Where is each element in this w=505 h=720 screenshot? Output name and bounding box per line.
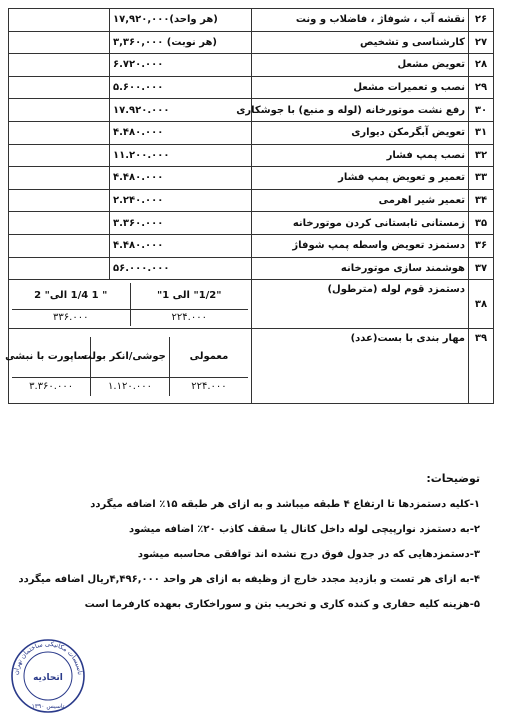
row-empty-cell <box>9 121 110 144</box>
table-row <box>9 189 494 212</box>
row-empty-cell <box>9 234 110 257</box>
row-number: ۲۸ <box>469 54 494 77</box>
table-row <box>9 121 494 144</box>
note-line-5: ۵-هزینه کلیه حفاری و کنده کاری و تخریب بتن و سوراخکاری بعهده کارفرما است <box>84 599 480 610</box>
row-price: ۴.۴۸۰.۰۰۰ <box>110 234 252 257</box>
pipe-size-subtable <box>12 283 248 326</box>
row-number: ۳۰ <box>469 99 494 122</box>
row-price: ۲.۲۴۰.۰۰۰ <box>110 189 252 212</box>
row-description: زمستانی تابستانی کردن موتورخانه <box>252 212 469 235</box>
row-empty-cell <box>9 189 110 212</box>
row-empty-cell <box>9 212 110 235</box>
row-description: کارشناسی و تشخیص <box>252 31 469 54</box>
row-number: ۲۶ <box>469 9 494 32</box>
row-empty-cell <box>9 144 110 167</box>
table-row <box>9 257 494 280</box>
bracing-cell <box>5 329 252 404</box>
row-description: دستمزد تعویض واسطه پمپ شوفاژ <box>252 234 469 257</box>
union-stamp-icon <box>8 636 88 714</box>
row-empty-cell <box>9 99 110 122</box>
row-number: ۲۷ <box>469 31 494 54</box>
table-row-39 <box>9 329 494 404</box>
notes-section <box>20 472 480 624</box>
row-description: دستمزد قوم لوله (مترطول) <box>252 280 469 329</box>
table-row <box>9 9 494 32</box>
row-description: تعویض آبگرمکن دیواری <box>252 121 469 144</box>
note-line-2: ۲-به دستمزد نوارپیچی لوله داخل کانال یا سقف کاذب ۲۰٪ اضافه میشود <box>129 524 480 535</box>
row-number: ۳۷ <box>469 257 494 280</box>
stamp-year-text: تاسیس ۱۳۹۰ <box>31 703 65 710</box>
row-description: رفع نشت موتورخانه (لوله و منبع) با جوشکاری <box>252 99 469 122</box>
bracing-header-2: جوشی/انکر بولت <box>91 337 170 378</box>
row-empty-cell <box>9 257 110 280</box>
row-description: نقشه آب ، شوفاژ ، فاضلاب و ونت <box>252 9 469 32</box>
row-empty-cell <box>9 9 110 32</box>
table-row <box>9 234 494 257</box>
row-price: ۶.۷۲۰.۰۰۰ <box>110 54 252 77</box>
row-price: ۱۷,۹۲۰,۰۰۰(هر واحد) <box>110 9 252 32</box>
row-price: ۵۶.۰۰۰.۰۰۰ <box>110 257 252 280</box>
note-line-1: ۱-کلیه دستمزدها تا ارتفاع ۴ طبقه میباشد و به ازای هر طبقه ۱۵٪ اضافه میگردد <box>90 499 480 510</box>
row-price: ۳.۳۶۰.۰۰۰ <box>110 212 252 235</box>
row-number: ۲۹ <box>469 76 494 99</box>
pipe-size-value-1: ۲۲۴.۰۰۰ <box>130 309 248 326</box>
row-number: ۳۵ <box>469 212 494 235</box>
stamp-center-text: اتحادیه <box>33 673 63 683</box>
bracing-header-3: ساپورت با نبشی <box>12 337 91 378</box>
pipe-size-header-2: " 1 1/4 الی" 2 <box>12 283 130 310</box>
table-row <box>9 212 494 235</box>
bracing-value-2: ۱.۱۲۰.۰۰۰ <box>91 377 170 396</box>
row-number: ۳۳ <box>469 167 494 190</box>
row-number: ۳۲ <box>469 144 494 167</box>
notes-title: توضیحات: <box>426 472 480 485</box>
row-price: ۱۷.۹۲۰.۰۰۰ <box>110 99 252 122</box>
row-empty-cell <box>9 31 110 54</box>
table-row <box>9 99 494 122</box>
row-description: نصب و تعمیرات مشعل <box>252 76 469 99</box>
row-description: تعمیر و تعویض پمپ فشار <box>252 167 469 190</box>
row-description: تعمیر شیر اهرمی <box>252 189 469 212</box>
svg-text:تاسیسات مکانیکی ساختمان تهران <box>12 640 84 675</box>
row-price: ۳,۳۶۰,۰۰۰ (هر نوبت) <box>110 31 252 54</box>
table-row <box>9 31 494 54</box>
row-number: ۳۹ <box>469 329 494 404</box>
row-price: ۴.۴۸۰.۰۰۰ <box>110 121 252 144</box>
row-description: نصب پمپ فشار <box>252 144 469 167</box>
row-empty-cell <box>9 76 110 99</box>
pipe-size-value-2: ۳۳۶.۰۰۰ <box>12 309 130 326</box>
table-row <box>9 54 494 77</box>
table-row <box>9 144 494 167</box>
bracing-value-3: ۳.۳۶۰.۰۰۰ <box>12 377 91 396</box>
table-row <box>9 167 494 190</box>
pipe-size-cell <box>9 280 252 329</box>
row-description: هوشمند سازی موتورخانه <box>252 257 469 280</box>
row-number: ۳۸ <box>469 280 494 329</box>
table-row <box>9 76 494 99</box>
note-line-3: ۳-دستمزدهایی که در جدول فوق درج نشده اند توافقی محاسبه میشود <box>137 549 480 560</box>
row-description: تعویض مشعل <box>252 54 469 77</box>
row-description: مهار بندی با بست(عدد) <box>252 329 469 404</box>
row-number: ۳۱ <box>469 121 494 144</box>
row-number: ۳۶ <box>469 234 494 257</box>
row-price: ۴.۴۸۰.۰۰۰ <box>110 167 252 190</box>
note-line-4: ۴-به ازای هر تست و بازدید مجدد خارج از وظیفه به ازای هر واحد ۴,۴۹۶,۰۰۰ريال اضافه میگردد <box>18 574 480 585</box>
price-table <box>5 8 494 404</box>
table-row-38 <box>9 280 494 329</box>
bracing-header-1: معمولی <box>169 337 248 378</box>
row-price: ۱۱.۲۰۰.۰۰۰ <box>110 144 252 167</box>
pipe-size-header-1: "1/2" الی 1" <box>130 283 248 310</box>
row-empty-cell <box>9 54 110 77</box>
bracing-value-1: ۲۲۴.۰۰۰ <box>169 377 248 396</box>
row-empty-cell <box>9 167 110 190</box>
row-number: ۳۴ <box>469 189 494 212</box>
row-price: ۵.۶۰۰.۰۰۰ <box>110 76 252 99</box>
bracing-subtable <box>5 337 248 396</box>
stamp-ring-text: تاسیسات مکانیکی ساختمان تهران <box>11 639 84 676</box>
